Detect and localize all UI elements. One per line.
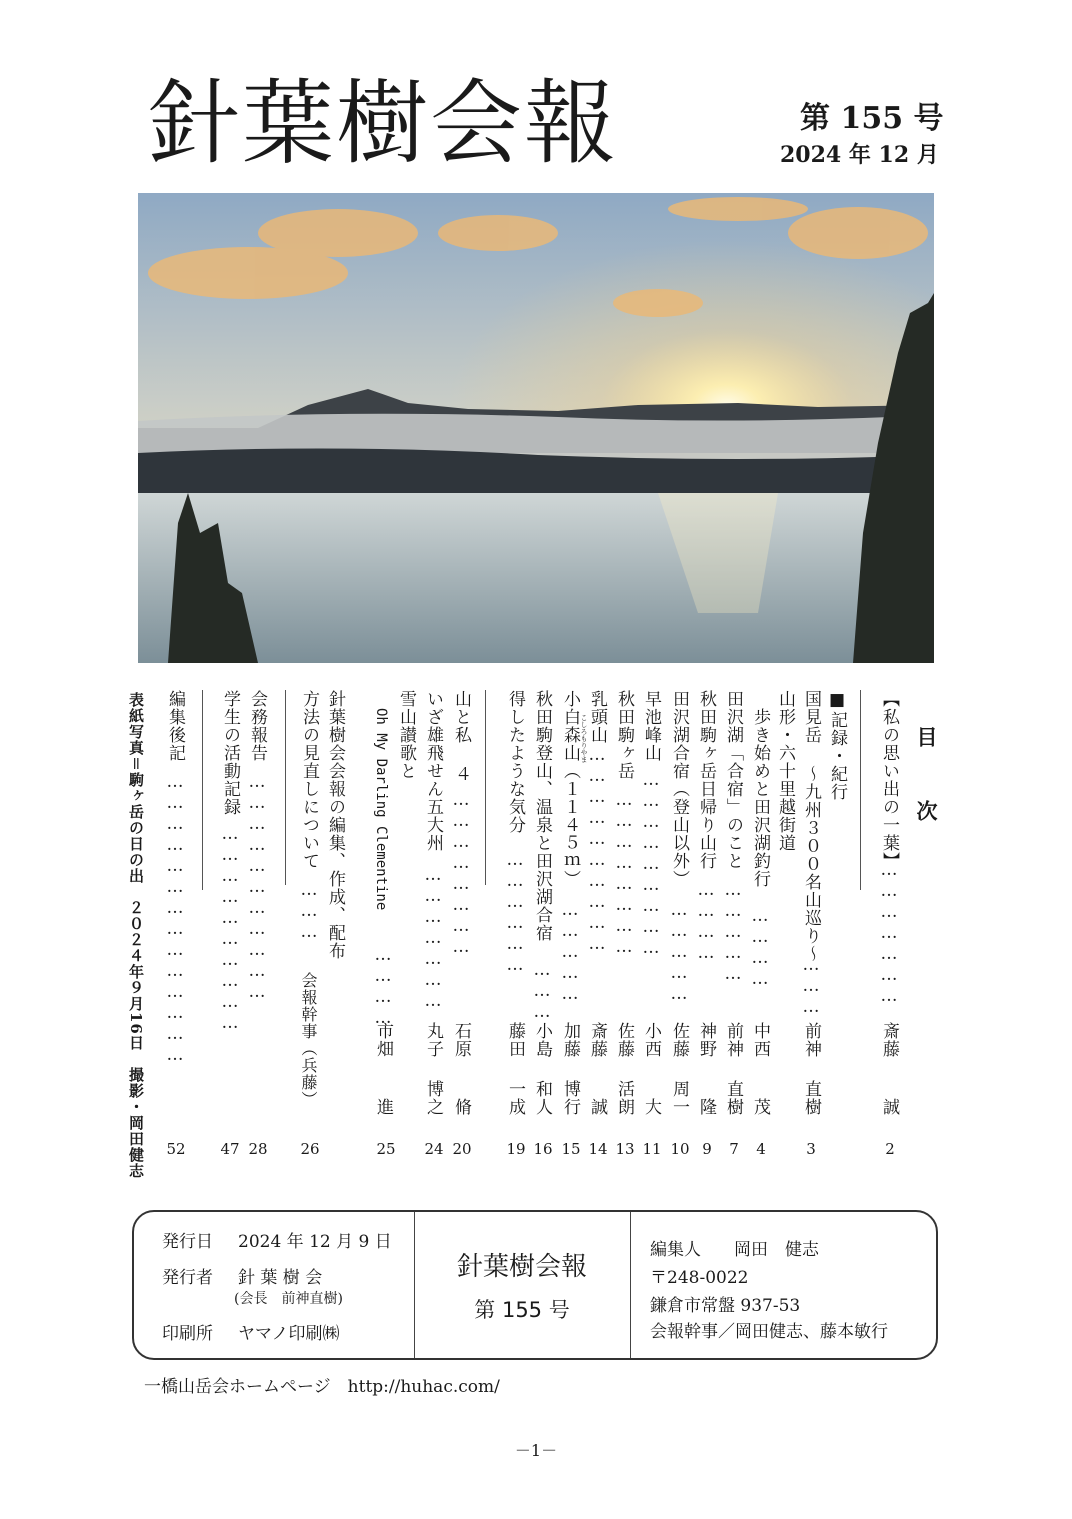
toc-heading: 目 次: [914, 726, 939, 835]
toc-leader: …………………: [879, 860, 899, 1007]
toc-entry-title: 秋田駒登山、温泉と田沢湖合宿: [532, 690, 552, 942]
issue-number: 第 155 号: [800, 101, 944, 136]
toc-leader: ………: [532, 960, 552, 1023]
editor-name: 岡田 健志: [734, 1240, 819, 1260]
toc-leader: …………: [750, 906, 770, 990]
toc-author: 小西: [641, 1022, 661, 1058]
printer-name: ヤマノ印刷㈱: [238, 1324, 340, 1344]
toc-leader: ……………: [669, 900, 689, 1005]
toc-page-number: 19: [506, 1140, 526, 1158]
address: 鎌倉市常盤 937-53: [650, 1296, 801, 1316]
toc-entry-title: 秋田駒ヶ岳: [614, 690, 634, 780]
toc-author: 藤田: [505, 1022, 525, 1058]
toc-page-number: 14: [588, 1140, 608, 1158]
toc-page-number: 2: [885, 1140, 895, 1158]
homepage-link[interactable]: 一橋山岳会ホームページ http://huhac.com/: [144, 1377, 500, 1397]
toc-page-number: 9: [702, 1140, 712, 1158]
toc-page-number: 20: [452, 1140, 472, 1158]
toc-author: 斎藤: [879, 1022, 899, 1058]
toc-page-number: 26: [300, 1140, 320, 1158]
toc-entry-title: 歩き始めと田沢湖釣行: [750, 708, 770, 888]
toc-divider: [485, 690, 486, 885]
toc-leader: ……………………: [614, 790, 634, 958]
colophon-divider: [414, 1212, 415, 1358]
newsletter-secretaries: 会報幹事／岡田健志、藤本敏行: [650, 1322, 888, 1342]
colophon-issue: 第 155 号: [474, 1298, 570, 1322]
toc-author: 小島: [532, 1022, 552, 1058]
toc-page-number: 24: [424, 1140, 444, 1158]
toc-author-first: 大: [641, 1098, 661, 1116]
toc-author-first: 誠: [587, 1098, 607, 1116]
toc-entry-title: 国見岳 ～九州３００名山巡り～: [801, 690, 821, 963]
toc-page-number: 3: [806, 1140, 816, 1158]
toc-page-number: 10: [670, 1140, 690, 1158]
toc-page-number: 25: [376, 1140, 396, 1158]
toc-author: 市畑: [373, 1022, 393, 1058]
toc-entry-title: Oh My Darling Clementine: [373, 708, 389, 911]
toc-author: 中西: [750, 1022, 770, 1058]
toc-entry-title: 針葉樹会会報の編集、作成、配布: [325, 690, 345, 960]
toc-author: 佐藤: [669, 1022, 689, 1058]
toc-page-number: 11: [642, 1140, 662, 1158]
toc-page-number: 7: [729, 1140, 739, 1158]
toc-leader: ……………………………………: [165, 772, 185, 1066]
toc-leader: …………………………: [220, 824, 240, 1034]
toc-author: 会報幹事（兵藤）: [299, 972, 318, 1108]
publisher-note: (会長 前神直樹): [234, 1291, 343, 1307]
colophon-divider: [630, 1212, 631, 1358]
toc-section-heading: ■記録・紀行: [827, 690, 847, 801]
toc-entry-title: 山形・六十里越街道: [775, 690, 795, 852]
colophon-issue-date: 2024 年 12 月 9 日: [238, 1232, 392, 1252]
toc-author: 神野: [696, 1022, 716, 1058]
toc-author: 丸子: [423, 1022, 443, 1058]
toc-author: 石原: [451, 1022, 471, 1058]
toc-author-first: 和人: [532, 1080, 552, 1116]
publisher-name: 針 葉 樹 会: [238, 1268, 323, 1288]
toc-entry-title: 乳頭山: [587, 690, 607, 744]
toc-leader: ……………………………: [247, 772, 267, 1003]
issue-date: 2024 年 12 月: [780, 142, 939, 168]
toc-author-first: 脩: [451, 1098, 471, 1116]
toc-leader: ………………………: [641, 770, 661, 959]
toc-entry-title: 秋田駒ヶ岳日帰り山行: [696, 690, 716, 870]
toc-entry-title: 田沢湖合宿（登山以外）: [669, 690, 689, 888]
toc-entry-title: 雪山讃歌と: [396, 690, 416, 780]
colophon-box: [132, 1210, 938, 1360]
toc-page-number: 4: [756, 1140, 766, 1158]
toc-entry-title: 得したような気分: [505, 690, 525, 834]
toc-leader: …………………………: [587, 745, 607, 955]
toc-divider: [860, 690, 861, 890]
toc-page-number: 47: [220, 1140, 240, 1158]
toc-page-number: 52: [166, 1140, 186, 1158]
toc-leader: …………: [696, 880, 716, 964]
cover-photo: [138, 193, 934, 663]
page-number: －1－: [514, 1441, 558, 1460]
toc-leader: …………: [373, 945, 393, 1029]
toc-entry-title: 小白森山（１１４５ｍ）: [560, 690, 580, 888]
toc-author: 佐藤: [614, 1022, 634, 1058]
toc-author-first: 進: [373, 1098, 393, 1116]
editor-label: 編集人: [650, 1240, 701, 1260]
toc-author: 前神: [723, 1022, 743, 1058]
toc-divider: [202, 690, 203, 890]
toc-entry-title: 会務報告: [247, 690, 267, 762]
printer-label: 印刷所: [162, 1324, 213, 1344]
toc-author-first: 誠: [879, 1098, 899, 1116]
toc-page-number: 13: [615, 1140, 635, 1158]
toc-author-first: 周一: [669, 1080, 689, 1116]
publisher-label: 発行者: [162, 1268, 213, 1288]
toc-author: 斎藤: [587, 1022, 607, 1058]
issue-date-label: 発行日: [162, 1232, 213, 1252]
toc-entry-title: いざ雄飛せん五大州: [423, 690, 443, 852]
toc-author-first: 直樹: [801, 1080, 821, 1116]
toc-leader: ……………: [723, 880, 743, 985]
toc-leader: ……………………: [451, 790, 471, 958]
toc-entry-title: 方法の見直しについて: [299, 690, 319, 870]
toc-entry-title: 早池峰山: [641, 690, 661, 762]
toc-entry-title: 学生の活動記録: [220, 690, 240, 816]
toc-leader: ………: [299, 880, 319, 943]
toc-author: 前神: [801, 1022, 821, 1058]
toc-entry-title: 編集後記: [165, 690, 185, 762]
toc-divider: [285, 690, 286, 885]
toc-leader: ………: [801, 955, 821, 1018]
toc-author-first: 活朗: [614, 1080, 634, 1116]
toc-page-number: 15: [561, 1140, 581, 1158]
toc-author-first: 博行: [560, 1080, 580, 1116]
toc-entry-title: 山と私 ４: [451, 690, 471, 783]
toc-leader: ……………: [560, 900, 580, 1005]
toc-author-first: 隆: [696, 1098, 716, 1116]
colophon-title: 針葉樹会報: [456, 1252, 587, 1282]
toc-ruby: こしろもりやま: [580, 714, 588, 763]
toc-leader: ………………: [505, 850, 525, 976]
toc-leader: …………………: [423, 865, 443, 1012]
newsletter-title: 針葉樹会報: [148, 70, 619, 177]
postal-code: 〒248-0022: [650, 1268, 749, 1288]
toc-page-number: 16: [533, 1140, 553, 1158]
toc-entry-title: 【私の思い出の一葉】: [879, 690, 899, 870]
toc-author-first: 一成: [505, 1080, 525, 1116]
photo-caption: 表紙写真＝駒ヶ岳の日の出 ２０２４年９月16日 撮影・岡田健志: [127, 692, 145, 1179]
toc-author-first: 直樹: [723, 1080, 743, 1116]
toc-author-first: 博之: [423, 1080, 443, 1116]
toc-author-first: 茂: [750, 1098, 770, 1116]
toc-page-number: 28: [248, 1140, 268, 1158]
toc-author: 加藤: [560, 1022, 580, 1058]
toc-entry-title: 田沢湖「合宿」のこと: [723, 690, 743, 870]
